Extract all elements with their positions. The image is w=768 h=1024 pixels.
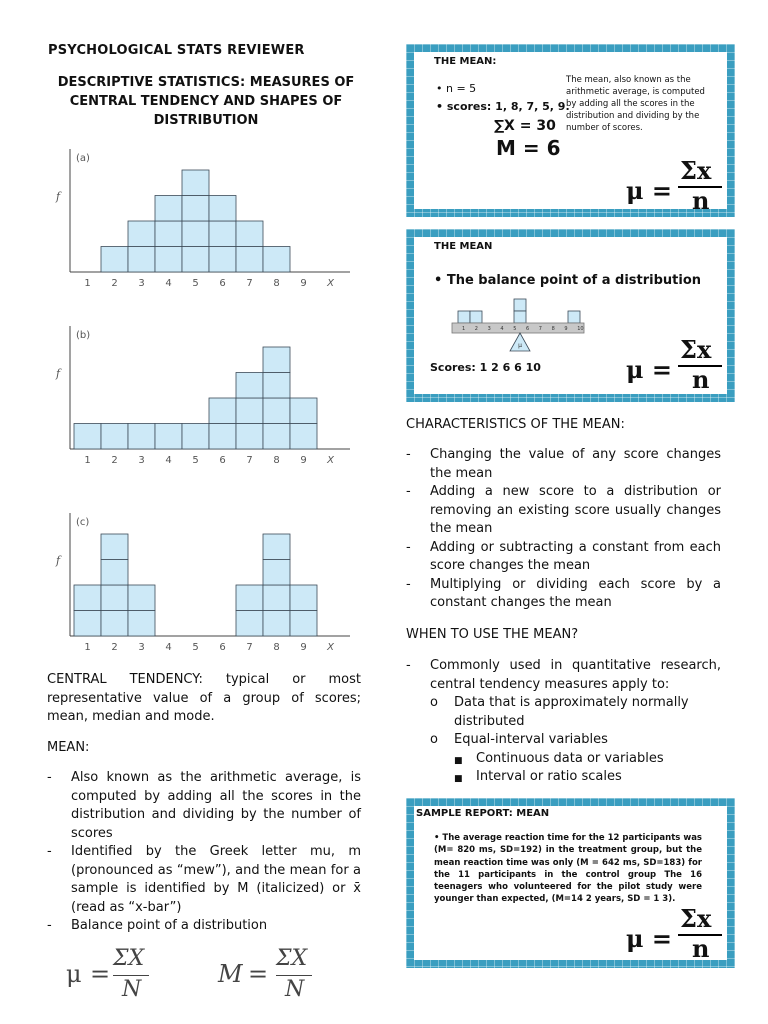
histogram-cell	[236, 247, 263, 273]
slide-content	[414, 806, 727, 963]
formula-denominator: N	[122, 977, 142, 1002]
slide-bullet: • scores: 1, 8, 7, 5, 9.	[436, 100, 570, 113]
scale-tick-label: 1	[462, 326, 466, 332]
sample-mean-formula: M = ΣX N	[218, 946, 318, 1004]
list-item: - Also known as the arithmetic average, is computed by adding all the scores in the distribution and dividing by the number of scores	[47, 769, 361, 843]
x-tick-label: 6	[219, 455, 226, 466]
histogram-cell	[128, 247, 155, 273]
list-item: - Identified by the Greek letter mu, m (pronounced as “mew”), and the mean for a sample is identified by M (italicized) or x̄ (read as “x-bar”)	[47, 843, 361, 917]
histogram-cell	[128, 221, 155, 247]
when-to-use-heading: WHEN TO USE THE MEAN?	[406, 627, 579, 642]
x-tick-label: 3	[138, 455, 145, 466]
histogram-cell	[263, 534, 290, 560]
histogram-cell	[128, 611, 155, 637]
list-item: - Multiplying or dividing each score by a constant changes the mean	[406, 576, 721, 613]
histogram-cell	[209, 398, 236, 424]
slide-content	[414, 52, 727, 215]
histogram-cell	[236, 585, 263, 611]
scale-tick-label: 8	[551, 326, 555, 332]
x-tick-label: X	[327, 278, 334, 289]
histogram-cell	[182, 424, 209, 450]
list-item: - Commonly used in quantitative research, central tendency measures apply to:	[406, 657, 721, 694]
histogram-cell	[290, 611, 317, 637]
score-block	[470, 311, 482, 323]
histogram-cell	[236, 611, 263, 637]
x-tick-label: 8	[273, 642, 280, 653]
x-tick-label: 2	[111, 455, 118, 466]
x-tick-label: X	[327, 642, 334, 653]
x-tick-label: 8	[273, 455, 280, 466]
balance-scale-diagram	[444, 295, 594, 355]
x-tick-label: 4	[165, 278, 172, 289]
scores-list: Scores: 1 2 6 6 10	[430, 361, 541, 374]
histogram-cell	[263, 398, 290, 424]
slide-title: THE MEAN:	[434, 56, 497, 67]
sample-report-text: • The average reaction time for the 12 participants was (M= 820 ms, SD=192) in the treatment group, but the mean reaction time was only (M = 642 ms, SD=183) for the 11 participants in the control group The 16 teenagers who volunteered for the pilot study were younger than expected, (M=14 2 years, SD = 1 3).	[434, 833, 702, 905]
list-item: - Adding or subtracting a constant from each score changes the mean	[406, 539, 721, 576]
slide-bullet: • The balance point of a distribution	[434, 273, 702, 288]
histogram-c	[48, 509, 364, 659]
x-tick-label: 2	[111, 642, 118, 653]
histogram-cell	[263, 611, 290, 637]
slide-bullet: • n = 5	[436, 82, 477, 95]
formula-denominator: N	[285, 977, 305, 1002]
histogram-cell	[236, 398, 263, 424]
slide-the-mean	[406, 44, 735, 217]
mu-formula: μ = Σx n	[626, 910, 726, 962]
histogram-c-svg	[48, 509, 364, 659]
x-tick-label: 6	[219, 278, 226, 289]
histogram-cell	[182, 247, 209, 273]
mean-heading: MEAN:	[47, 740, 90, 755]
panel-label: (c)	[76, 517, 90, 528]
sub-point: o Data that is approximately normally distributed	[430, 695, 689, 729]
x-tick-label: 4	[165, 642, 172, 653]
histogram-cell	[263, 247, 290, 273]
list-item: - Changing the value of any score changes the mean	[406, 446, 721, 483]
x-tick-label: 5	[192, 278, 199, 289]
histogram-b-svg	[48, 322, 364, 472]
panel-label: (b)	[76, 330, 91, 341]
formula-lhs: M	[218, 960, 243, 988]
formula-numerator: ΣX	[113, 946, 145, 971]
scale-tick-label: 9	[564, 326, 568, 332]
x-tick-label: 3	[138, 278, 145, 289]
scale-tick-label: 6	[526, 326, 530, 332]
x-tick-label: 5	[192, 455, 199, 466]
characteristics-heading: CHARACTERISTICS OF THE MEAN:	[406, 417, 625, 432]
histogram-cell	[236, 373, 263, 399]
score-block	[568, 311, 580, 323]
sub-points	[430, 694, 721, 787]
characteristics-list	[406, 446, 721, 613]
histogram-b	[48, 322, 364, 472]
scale-tick-label: 2	[474, 326, 478, 332]
list-item: - Adding a new score to a distribution or removing an existing score usually changes the mean	[406, 483, 721, 539]
histogram-cell	[128, 585, 155, 611]
histogram-cell	[263, 347, 290, 373]
histogram-cell	[155, 424, 182, 450]
fulcrum-label: μ	[518, 342, 522, 349]
histogram-cell	[101, 424, 128, 450]
score-block	[514, 299, 526, 311]
histogram-cell	[155, 221, 182, 247]
scale-tick-label: 7	[538, 326, 542, 332]
histogram-cell	[182, 170, 209, 196]
histogram-cell	[290, 398, 317, 424]
slide-description: The mean, also known as the arithmetic average, is computed by adding all the scores in the distribution and dividing by the number of scores.	[566, 75, 705, 133]
document-subtitle: DESCRIPTIVE STATISTICS: MEASURES OF CENTRAL TENDENCY AND SHAPES OF DISTRIBUTION	[57, 75, 355, 128]
histogram-cell	[74, 585, 101, 611]
x-tick-label: 2	[111, 278, 118, 289]
score-block	[458, 311, 470, 323]
y-axis-label: f	[56, 367, 61, 380]
sub-point: o Equal-interval variables	[430, 732, 608, 747]
histogram-cell	[209, 196, 236, 222]
central-tendency-definition: CENTRAL TENDENCY: typical or most representative value of a group of scores; mean, median and mode.	[47, 672, 361, 724]
formula-numerator: ΣX	[276, 946, 308, 971]
histogram-cell	[209, 424, 236, 450]
histogram-cell	[101, 560, 128, 586]
slide-title: THE MEAN	[434, 241, 493, 252]
x-tick-label: 8	[273, 278, 280, 289]
panel-label: (a)	[76, 153, 90, 164]
x-tick-label: 3	[138, 642, 145, 653]
scale-tick-label: 10	[577, 326, 584, 332]
x-tick-label: 4	[165, 455, 172, 466]
histogram-cell	[263, 560, 290, 586]
score-block	[514, 311, 526, 323]
histogram-cell	[263, 585, 290, 611]
x-tick-label: 5	[192, 642, 199, 653]
mu-formula: μ = Σx n	[626, 341, 726, 393]
histogram-cell	[209, 221, 236, 247]
x-tick-label: 9	[300, 642, 307, 653]
histogram-cell	[236, 221, 263, 247]
histogram-cell	[182, 221, 209, 247]
histogram-cell	[155, 247, 182, 273]
population-mean-formula: μ = ΣX N	[66, 946, 156, 1004]
x-tick-label: 1	[84, 642, 91, 653]
y-axis-label: f	[56, 554, 61, 567]
x-tick-label: 7	[246, 642, 253, 653]
sub-sub-point: ■ Interval or ratio scales	[454, 769, 622, 784]
scale-tick-label: 3	[487, 326, 491, 332]
formula-lhs: μ	[66, 960, 82, 988]
x-tick-label: 1	[84, 278, 91, 289]
mu-formula: μ = Σx n	[626, 162, 726, 214]
x-tick-label: 9	[300, 455, 307, 466]
histogram-a	[48, 145, 364, 295]
histogram-a-svg	[48, 145, 364, 295]
x-tick-label: 1	[84, 455, 91, 466]
y-axis-label: f	[56, 190, 61, 203]
mean-result: M = 6	[496, 136, 561, 160]
when-to-use-list	[406, 657, 721, 694]
histogram-cell	[209, 247, 236, 273]
histogram-cell	[74, 424, 101, 450]
histogram-cell	[155, 196, 182, 222]
histogram-cell	[236, 424, 263, 450]
x-tick-label: 6	[219, 642, 226, 653]
histogram-cell	[290, 585, 317, 611]
histogram-cell	[101, 534, 128, 560]
x-tick-label: 7	[246, 455, 253, 466]
histogram-cell	[263, 424, 290, 450]
histogram-cell	[290, 424, 317, 450]
list-item: - Balance point of a distribution	[47, 917, 361, 936]
sum-value: ∑X = 30	[494, 118, 556, 134]
slide-title: SAMPLE REPORT: MEAN	[416, 808, 550, 819]
histogram-cell	[101, 611, 128, 637]
histogram-cell	[74, 611, 101, 637]
slide-sample-report	[406, 798, 735, 968]
scale-tick-label: 5	[513, 326, 517, 332]
x-tick-label: X	[327, 455, 334, 466]
histogram-cell	[128, 424, 155, 450]
slide-content	[414, 237, 727, 394]
document-title: PSYCHOLOGICAL STATS REVIEWER	[48, 43, 305, 58]
sub-sub-point: ■ Continuous data or variables	[454, 750, 664, 766]
mean-definition-list	[47, 769, 361, 936]
x-tick-label: 7	[246, 278, 253, 289]
x-tick-label: 9	[300, 278, 307, 289]
histogram-cell	[101, 585, 128, 611]
histogram-cell	[182, 196, 209, 222]
histogram-cell	[101, 247, 128, 273]
slide-balance-point	[406, 229, 735, 402]
histogram-cell	[263, 373, 290, 399]
scale-tick-label: 4	[500, 326, 504, 332]
